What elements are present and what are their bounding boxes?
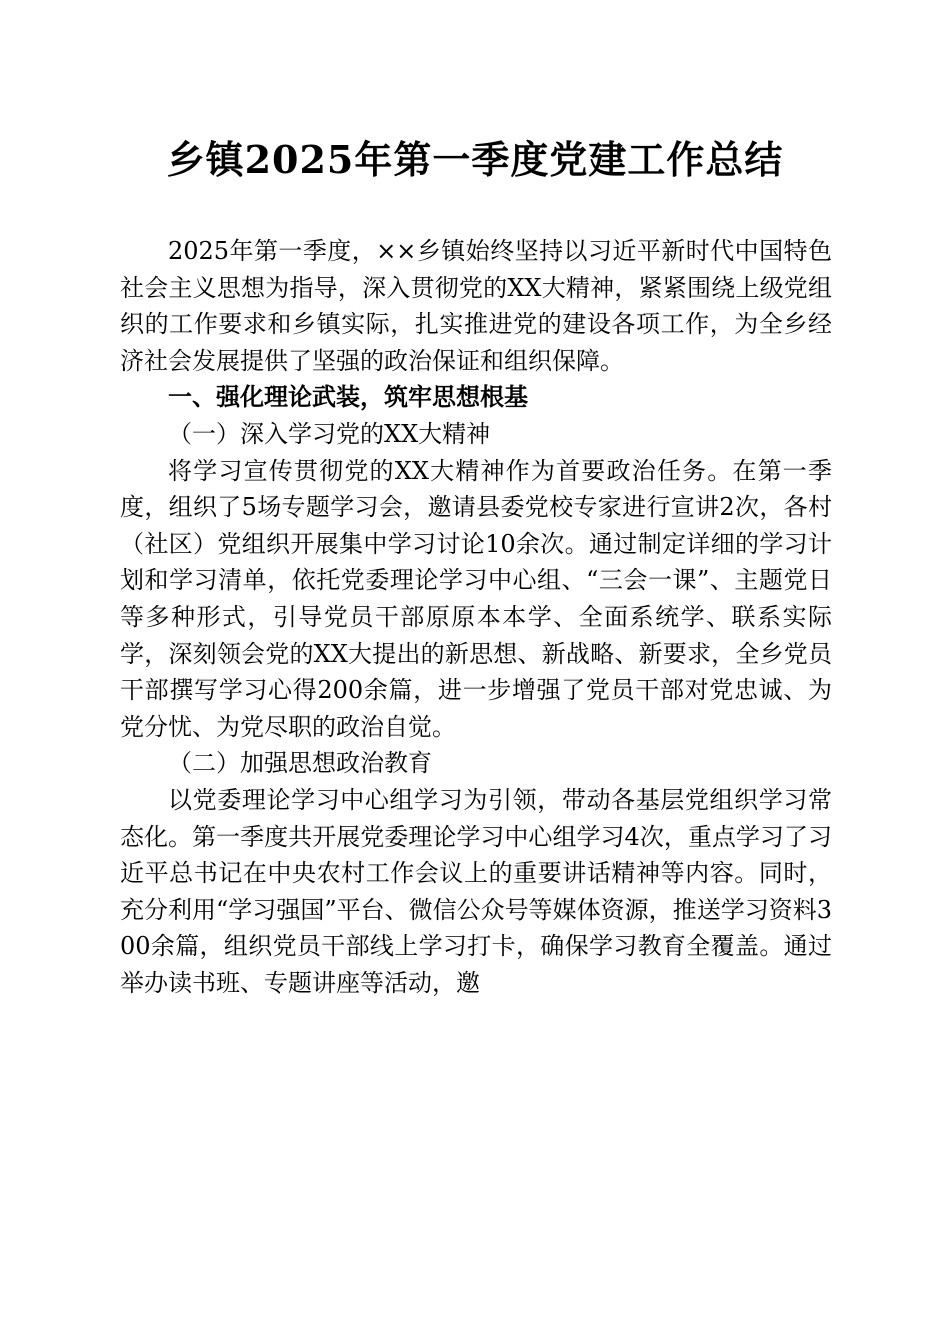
section-heading-1: 一、强化理论武装，筑牢思想根基 (168, 383, 528, 412)
subsection-paragraph-2: 以党委理论学习中心组学习为引领，带动各基层党组织学习常态化。第一季度共开展党委理论学习中心组学习4次，重点学习了习近平总书记在中央农村工作会议上的重要讲话精神等内容。同时，充分利用“学习强国”平台、微信公众号等媒体资源，推送学习资料300余篇，组织党员干部线上学习打卡，确保学习教育全覆盖。通过举办读书班、专题讲座等活动，邀 (120, 785, 832, 997)
subsection-heading-1: （一）深入学习党的XX大精神 (168, 419, 491, 448)
subsection-paragraph-1: 将学习宣传贯彻党的XX大精神作为首要政治任务。在第一季度，组织了5场专题学习会，邀请县委党校专家进行宣讲2次，各村（社区）党组织开展集中学习讨论10余次。通过制定详细的学习计划和学习清单，依托党委理论学习中心组、“三会一课”、主题党日等多种形式，引导党员干部原原本本学、全面系统学、联系实际学，深刻领会党的XX大提出的新思想、新战略、新要求，全乡党员干部撰写学习心得200余篇，进一步增强了党员干部对党忠诚、为党分忧、为党尽职的政治自觉。 (120, 456, 832, 741)
document-title: 乡镇2025年第一季度党建工作总结 (166, 137, 784, 182)
document-body (120, 233, 832, 1001)
subsection-heading-2: （二）加强思想政治教育 (168, 749, 432, 778)
intro-paragraph: 2025年第一季度，××乡镇始终坚持以习近平新时代中国特色社会主义思想为指导，深入贯彻党的XX大精神，紧紧围绕上级党组织的工作要求和乡镇实际，扎实推进党的建设各项工作，为全乡经济社会发展提供了坚强的政治保证和组织保障。 (120, 237, 832, 375)
